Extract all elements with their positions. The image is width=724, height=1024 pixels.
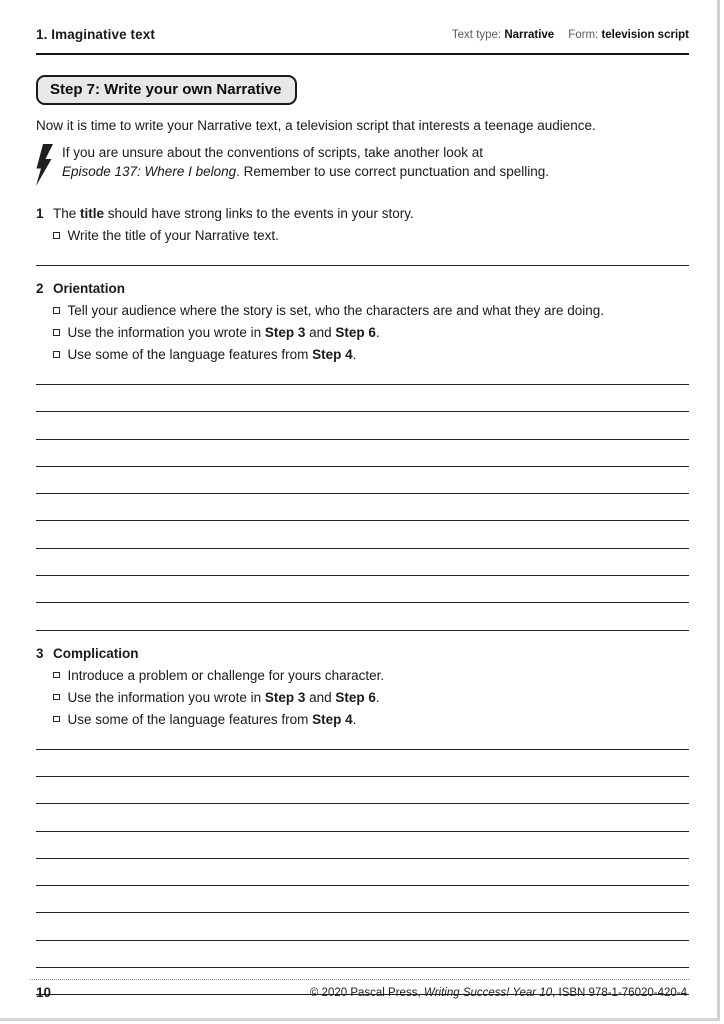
bullet-text: Use some of the language features from Step 4. xyxy=(67,711,357,727)
tip-note-line1: If you are unsure about the conventions of scripts, take another look at xyxy=(62,145,484,160)
copyright-text: © 2020 Pascal Press, Writing Success! Year 10, ISBN 978-1-76020-420-4 xyxy=(309,987,687,999)
text-type-value: Narrative xyxy=(504,29,555,41)
item-bullets xyxy=(36,666,689,729)
writing-lines xyxy=(36,364,689,631)
chapter-title: 1. Imaginative text xyxy=(36,27,155,42)
write-line xyxy=(36,576,689,603)
write-line xyxy=(36,521,689,548)
bullet-text: Use the information you wrote in Step 3 and Step 6. xyxy=(67,325,380,340)
footer-rule xyxy=(30,979,689,980)
write-line xyxy=(36,549,689,576)
write-line xyxy=(36,467,689,494)
item-number: 3 xyxy=(36,645,44,661)
bullet-item xyxy=(53,666,689,685)
square-bullet-icon xyxy=(53,716,60,723)
write-line xyxy=(36,913,689,940)
numbered-item xyxy=(36,204,689,266)
tip-note-line2: Episode 137: Where I belong. Remember to use correct punctuation and spelling. xyxy=(62,164,550,179)
numbered-item xyxy=(36,644,689,996)
write-line xyxy=(36,729,689,750)
lightning-bolt-icon xyxy=(36,144,53,191)
form-value: television script xyxy=(601,29,689,41)
tip-note-text xyxy=(62,143,549,191)
write-line xyxy=(36,412,689,439)
item-number: 1 xyxy=(36,206,44,221)
bullet-text: Write the title of your Narrative text. xyxy=(67,228,279,243)
write-line xyxy=(36,750,689,777)
item-heading-text: The title should have strong links to the events in your story. xyxy=(53,206,414,221)
items-container xyxy=(36,204,689,995)
write-line xyxy=(36,603,689,630)
write-line xyxy=(36,494,689,521)
item-number: 2 xyxy=(36,281,44,296)
item-heading xyxy=(36,204,689,223)
square-bullet-icon xyxy=(53,232,60,239)
write-line xyxy=(36,440,689,467)
page-header xyxy=(36,26,689,44)
item-heading-text: Complication xyxy=(53,645,139,661)
form-label: Form: xyxy=(568,29,599,41)
writing-lines xyxy=(36,245,689,266)
square-bullet-icon xyxy=(53,351,60,358)
item-bullets xyxy=(36,226,689,245)
write-line xyxy=(36,364,689,385)
square-bullet-icon xyxy=(53,329,60,336)
write-line xyxy=(36,832,689,859)
item-heading xyxy=(36,644,689,663)
write-line xyxy=(36,245,689,266)
intro-text: Now it is time to write your Narrative text, a television script that interests a teenage audience. xyxy=(36,118,596,133)
page-number: 10 xyxy=(36,985,52,1000)
page-footer xyxy=(36,985,687,1000)
header-rule xyxy=(36,53,689,55)
bullet-text: Use the information you wrote in Step 3 and Step 6. xyxy=(67,689,380,705)
bullet-item xyxy=(53,345,689,364)
write-line xyxy=(36,777,689,804)
write-line xyxy=(36,804,689,831)
write-line xyxy=(36,941,689,968)
item-heading xyxy=(36,279,689,298)
item-heading-text: Orientation xyxy=(53,281,126,296)
bullet-item xyxy=(53,688,689,707)
header-meta xyxy=(452,26,689,44)
bullet-item xyxy=(53,301,689,320)
write-line xyxy=(36,886,689,913)
bullet-text: Use some of the language features from Step 4. xyxy=(67,347,357,362)
step-heading-box: Step 7: Write your own Narrative xyxy=(36,75,297,105)
write-line xyxy=(36,859,689,886)
tip-note xyxy=(36,143,689,191)
write-line xyxy=(36,385,689,412)
item-bullets xyxy=(36,301,689,364)
bullet-item xyxy=(53,710,689,729)
text-type-label: Text type: xyxy=(451,29,502,41)
bullet-item xyxy=(53,226,689,245)
square-bullet-icon xyxy=(53,307,60,314)
square-bullet-icon xyxy=(53,694,60,701)
square-bullet-icon xyxy=(53,672,60,679)
bullet-text: Tell your audience where the story is set, who the characters are and what they are doing. xyxy=(67,303,605,318)
numbered-item xyxy=(36,279,689,631)
bullet-item xyxy=(53,323,689,342)
writing-lines xyxy=(36,729,689,996)
bullet-text: Introduce a problem or challenge for yours character. xyxy=(67,667,385,683)
